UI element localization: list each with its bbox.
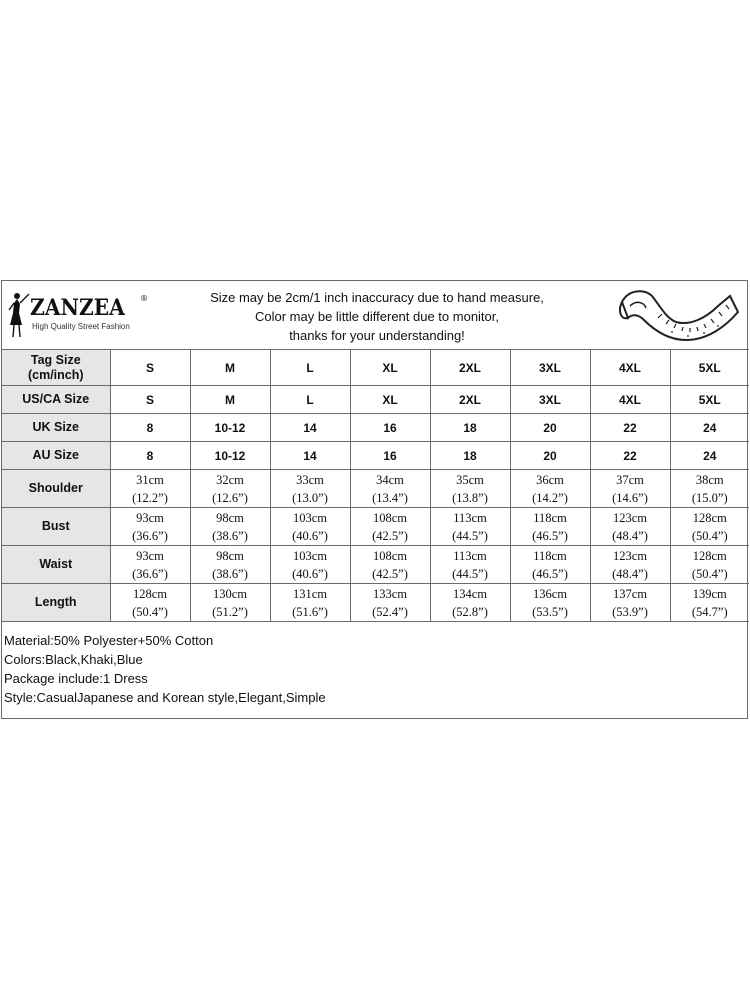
size-chart-card [1, 280, 748, 719]
table-cell: 123cm (48.4”) [590, 546, 670, 584]
table-cell: 98cm (38.6”) [190, 508, 270, 546]
table-cell: 18 [430, 414, 510, 442]
table-cell: 113cm (44.5”) [430, 546, 510, 584]
brand-tagline: High Quality Street Fashion [32, 322, 130, 331]
table-cell: 137cm (53.9”) [590, 584, 670, 622]
row-header-shoulder: Shoulder [2, 470, 110, 508]
size-table [2, 349, 749, 622]
table-cell: 22 [590, 414, 670, 442]
table-cell: 134cm (52.8”) [430, 584, 510, 622]
measuring-tape-icon [614, 284, 742, 344]
table-cell: 133cm (52.4”) [350, 584, 430, 622]
table-cell: 16 [350, 414, 430, 442]
notice-line-3: thanks for your understanding! [289, 328, 465, 343]
notice-line-2: Color may be little different due to monitor, [255, 309, 499, 324]
row-header-bust: Bust [2, 508, 110, 546]
row-header-waist: Waist [2, 546, 110, 584]
table-cell: 10-12 [190, 414, 270, 442]
table-cell: 118cm (46.5”) [510, 508, 590, 546]
row-header-au-size: AU Size [2, 442, 110, 470]
row-bust [2, 508, 749, 546]
table-cell: 118cm (46.5”) [510, 546, 590, 584]
table-cell: 131cm (51.6”) [270, 584, 350, 622]
registered-mark: ® [140, 294, 148, 303]
table-cell: XL [350, 350, 430, 386]
table-cell: 123cm (48.4”) [590, 508, 670, 546]
brand-logo [6, 289, 156, 345]
material-line: Material:50% Polyester+50% Cotton [4, 633, 214, 648]
row-waist [2, 546, 749, 584]
table-cell: 20 [510, 414, 590, 442]
table-cell: 128cm (50.4”) [670, 546, 749, 584]
table-cell: 2XL [430, 386, 510, 414]
table-cell: 108cm (42.5”) [350, 508, 430, 546]
table-cell: XL [350, 386, 430, 414]
table-cell: 35cm (13.8”) [430, 470, 510, 508]
table-cell: 10-12 [190, 442, 270, 470]
notice-line-1: Size may be 2cm/1 inch inaccuracy due to hand measure, [210, 290, 544, 305]
table-cell: 128cm (50.4”) [110, 584, 190, 622]
table-cell: L [270, 386, 350, 414]
package-line: Package include:1 Dress [4, 671, 148, 686]
table-cell: 38cm (15.0”) [670, 470, 749, 508]
table-cell: 3XL [510, 350, 590, 386]
table-cell: S [110, 386, 190, 414]
row-header-uk-size: UK Size [2, 414, 110, 442]
table-cell: 5XL [670, 386, 749, 414]
row-header-length: Length [2, 584, 110, 622]
table-cell: 20 [510, 442, 590, 470]
table-cell: 4XL [590, 350, 670, 386]
table-cell: 3XL [510, 386, 590, 414]
row-uk-size [2, 414, 749, 442]
table-cell: 103cm (40.6”) [270, 546, 350, 584]
table-cell: 8 [110, 442, 190, 470]
table-cell: 108cm (42.5”) [350, 546, 430, 584]
table-cell: 4XL [590, 386, 670, 414]
table-cell: 93cm (36.6”) [110, 546, 190, 584]
table-cell: 128cm (50.4”) [670, 508, 749, 546]
table-cell: 37cm (14.6”) [590, 470, 670, 508]
table-cell: 93cm (36.6”) [110, 508, 190, 546]
table-cell: 34cm (13.4”) [350, 470, 430, 508]
table-cell: 98cm (38.6”) [190, 546, 270, 584]
brand-name: ZANZEA [30, 295, 125, 321]
table-cell: 18 [430, 442, 510, 470]
row-us-ca-size [2, 386, 749, 414]
table-cell: 103cm (40.6”) [270, 508, 350, 546]
table-cell: 130cm (51.2”) [190, 584, 270, 622]
table-cell: 113cm (44.5”) [430, 508, 510, 546]
table-cell: 24 [670, 442, 749, 470]
table-cell: M [190, 386, 270, 414]
table-cell: 5XL [670, 350, 749, 386]
fashion-model-icon [8, 291, 30, 339]
measurement-notice [172, 288, 582, 345]
table-cell: 136cm (53.5”) [510, 584, 590, 622]
table-cell: 16 [350, 442, 430, 470]
row-header-tag-size: Tag Size (cm/inch) [2, 350, 110, 386]
row-au-size [2, 442, 749, 470]
table-cell: 36cm (14.2”) [510, 470, 590, 508]
row-shoulder [2, 470, 749, 508]
table-cell: 8 [110, 414, 190, 442]
table-cell: S [110, 350, 190, 386]
table-cell: 32cm (12.6”) [190, 470, 270, 508]
size-chart-header [2, 281, 747, 349]
row-length [2, 584, 749, 622]
table-cell: L [270, 350, 350, 386]
table-cell: 22 [590, 442, 670, 470]
colors-line: Colors:Black,Khaki,Blue [4, 652, 143, 667]
table-cell: M [190, 350, 270, 386]
table-cell: 33cm (13.0”) [270, 470, 350, 508]
row-header-us-ca-size: US/CA Size [2, 386, 110, 414]
table-cell: 31cm (12.2”) [110, 470, 190, 508]
style-line: Style:CasualJapanese and Korean style,Elegant,Simple [4, 690, 326, 705]
product-info [4, 631, 326, 707]
table-cell: 2XL [430, 350, 510, 386]
row-tag-size [2, 350, 749, 386]
table-cell: 14 [270, 414, 350, 442]
table-cell: 139cm (54.7”) [670, 584, 749, 622]
table-cell: 14 [270, 442, 350, 470]
table-cell: 24 [670, 414, 749, 442]
